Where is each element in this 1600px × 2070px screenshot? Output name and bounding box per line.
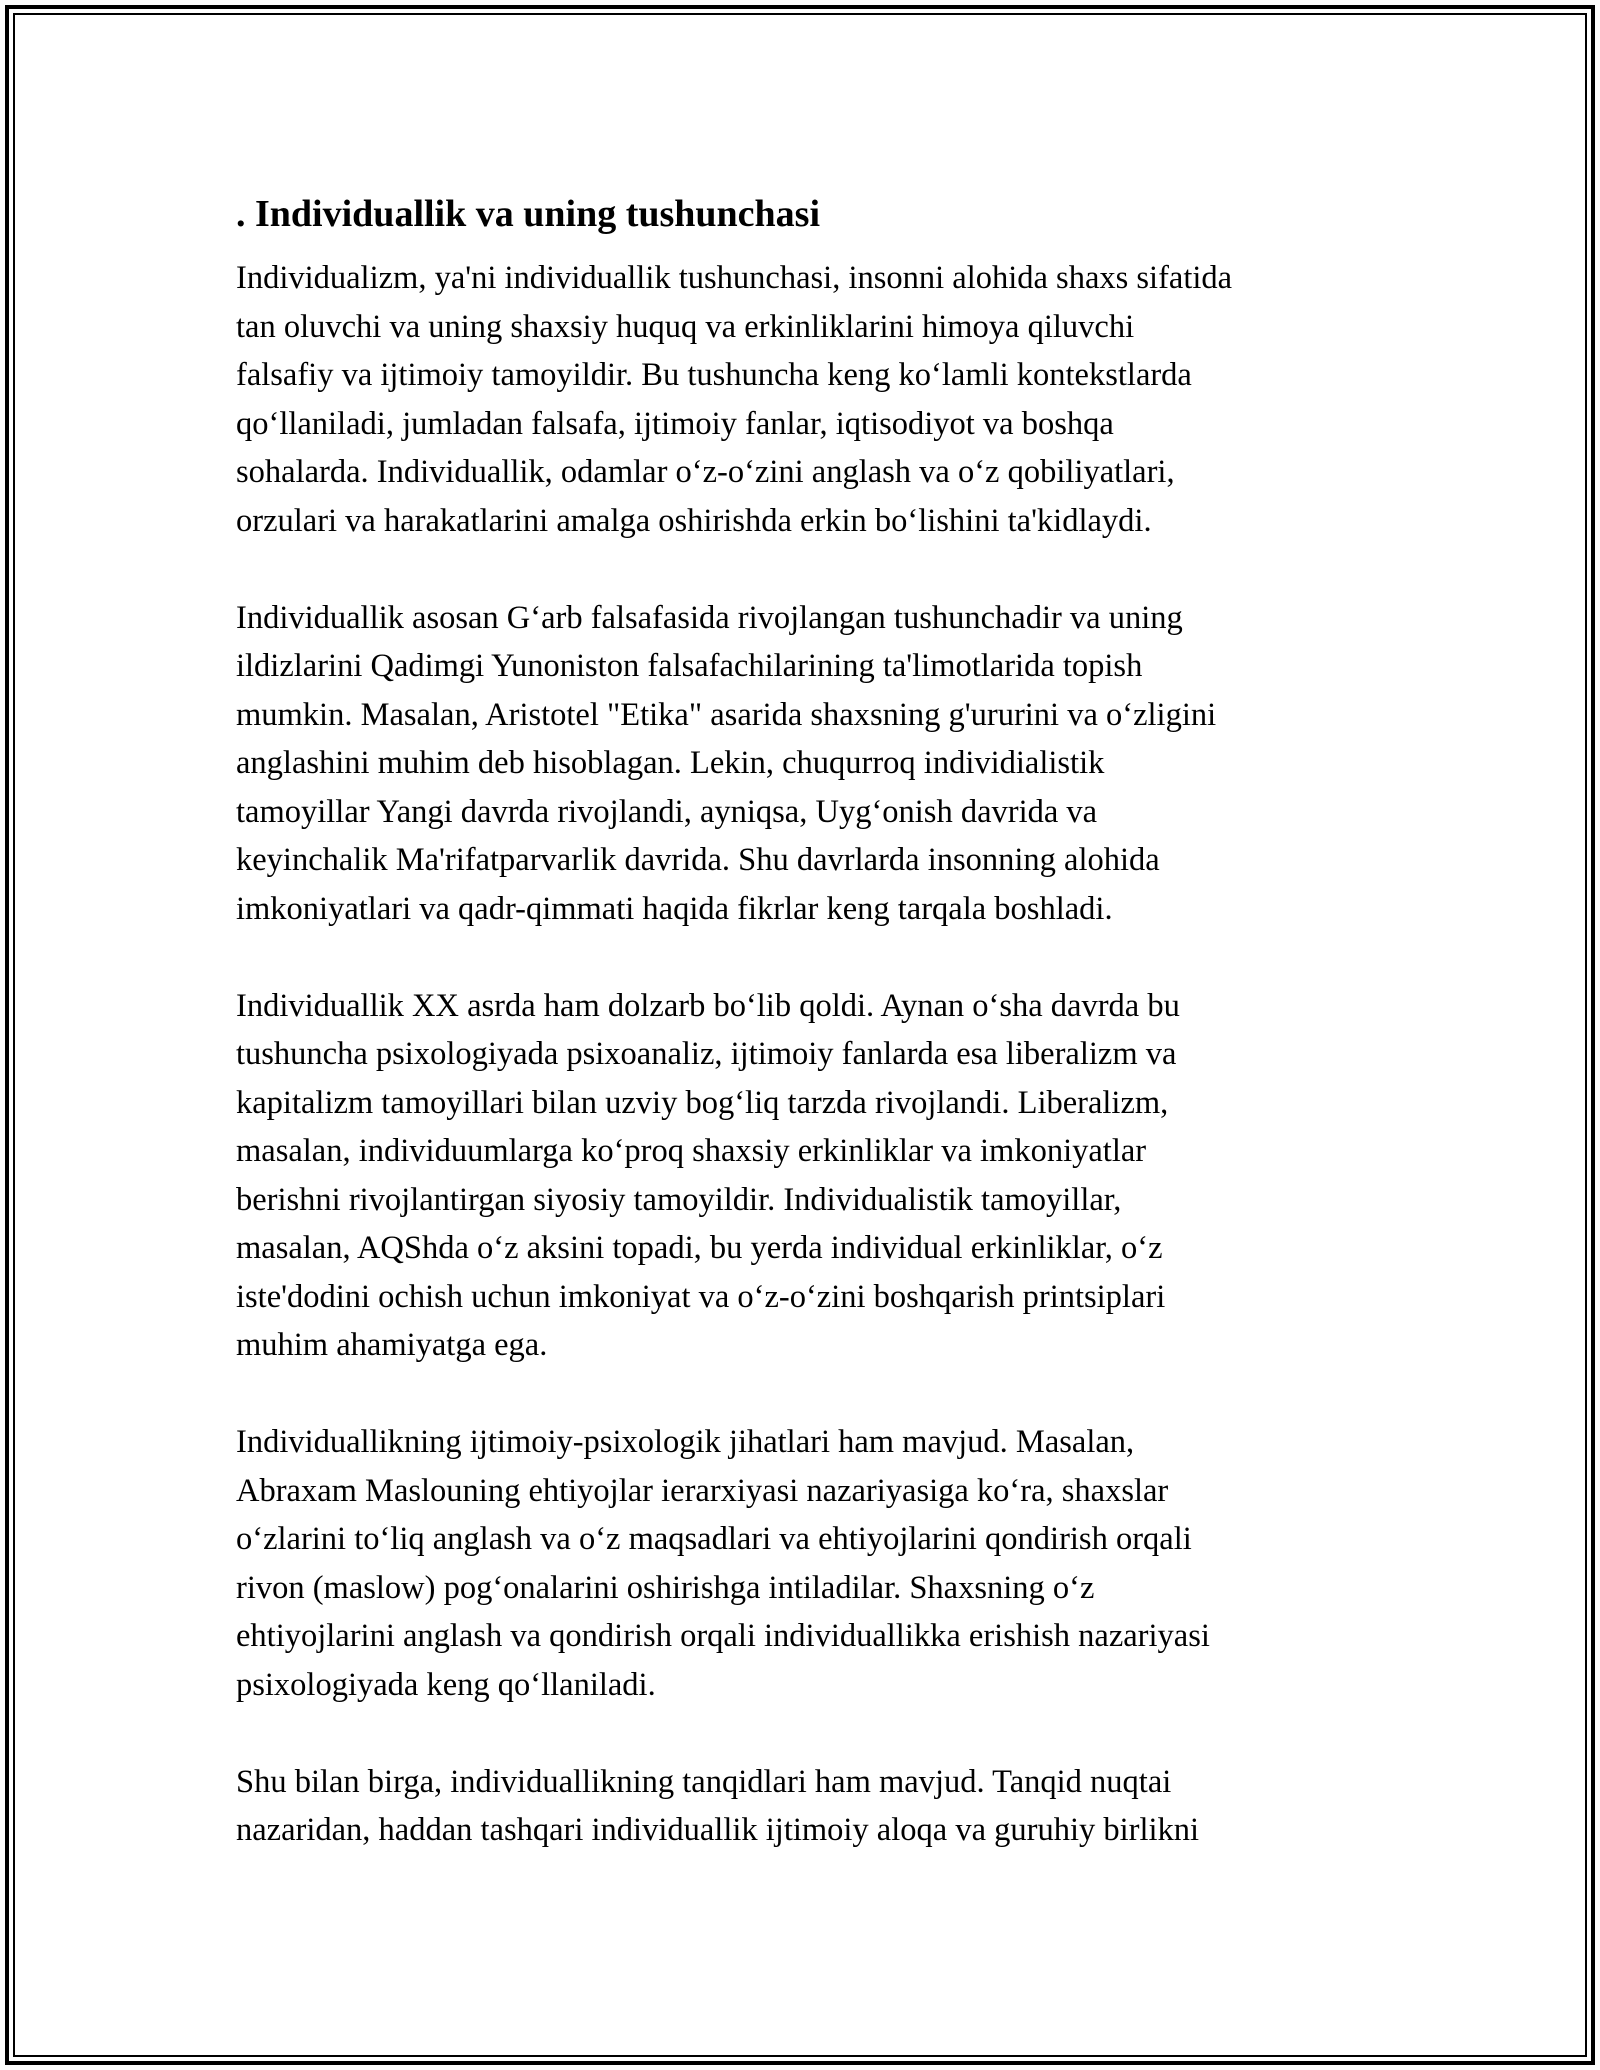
section-heading: . Individuallik va uning tushunchasi (236, 193, 821, 235)
text-line: kapitalizm tamoyillari bilan uzviy bogʻliq tarzda rivojlandi. Liberalizm, (236, 1084, 1169, 1121)
paragraph-3 (236, 982, 1386, 1370)
text-line: Individuallikning ijtimoiy-psixologik jihatlari ham mavjud. Masalan, (236, 1424, 1135, 1460)
text-line: tan oluvchi va uning shaxsiy huquq va erkinliklarini himoya qiluvchi (236, 308, 1135, 345)
paragraph-5 (236, 1758, 1386, 1855)
text-line: falsafiy va ijtimoiy tamoyildir. Bu tushuncha keng koʻlamli kontekstlarda (236, 357, 1192, 393)
text-line: oʻzlarini toʻliq anglash va oʻz maqsadlari va ehtiyojlarini qondirish orqali (236, 1521, 1192, 1557)
text-line: Abraxam Maslouning ehtiyojlar ierarxiyasi nazariyasiga koʻra, shaxslar (236, 1472, 1169, 1509)
text-line: muhim ahamiyatga ega. (236, 1327, 548, 1363)
text-line: qoʻllaniladi, jumladan falsafa, ijtimoiy fanlar, iqtisodiyot va boshqa (236, 405, 1114, 442)
paragraph-2 (236, 594, 1386, 934)
text-line: mumkin. Masalan, Aristotel "Etika" asarida shaxsning g'ururini va oʻzligini (236, 696, 1217, 733)
text-line: Shu bilan birga, individuallikning tanqidlari ham mavjud. Tanqid nuqtai (236, 1763, 1172, 1800)
paragraph-1 (236, 254, 1386, 545)
text-line: orzulari va harakatlarini amalga oshirishda erkin boʻlishini ta'kidlaydi. (236, 502, 1152, 539)
text-line: Individuallik XX asrda ham dolzarb boʻlib qoldi. Aynan oʻsha davrda bu (236, 987, 1180, 1024)
text-line: psixologiyada keng qoʻllaniladi. (236, 1666, 656, 1703)
text-line: rivon (maslow) pogʻonalarini oshirishga intiladilar. Shaxsning oʻz (236, 1569, 1095, 1606)
text-line: sohalarda. Individuallik, odamlar oʻz-oʻzini anglash va oʻz qobiliyatlari, (236, 454, 1175, 490)
text-line: tushuncha psixologiyada psixoanaliz, ijtimoiy fanlarda esa liberalizm va (236, 1036, 1177, 1072)
text-line: tamoyillar Yangi davrda rivojlandi, ayniqsa, Uygʻonish davrida va (236, 793, 1098, 830)
text-line: imkoniyatlari va qadr-qimmati haqida fikrlar keng tarqala boshladi. (236, 890, 1113, 927)
text-line: keyinchalik Ma'rifatparvarlik davrida. Shu davrlarda insonning alohida (236, 842, 1160, 878)
text-line: nazaridan, haddan tashqari individuallik ijtimoiy aloqa va guruhiy birlikni (236, 1812, 1200, 1848)
text-line: masalan, individuumlarga koʻproq shaxsiy erkinliklar va imkoniyatlar (236, 1133, 1147, 1169)
text-line: ildizlarini Qadimgi Yunoniston falsafachilarining ta'limotlarida topish (236, 648, 1143, 684)
text-line: ehtiyojlarini anglash va qondirish orqali individuallikka erishish nazariyasi (236, 1618, 1210, 1654)
document-body (236, 186, 1386, 1903)
text-line: Individualizm, ya'ni individuallik tushunchasi, insonni alohida shaxs sifatida (236, 260, 1233, 296)
text-line: masalan, AQShda oʻz aksini topadi, bu yerda individual erkinliklar, oʻz (236, 1230, 1163, 1266)
text-line: berishni rivojlantirgan siyosiy tamoyildir. Individualistik tamoyillar, (236, 1181, 1122, 1218)
text-line: anglashini muhim deb hisoblagan. Lekin, chuqurroq individialistik (236, 745, 1105, 781)
paragraph-4 (236, 1418, 1386, 1709)
text-line: iste'dodini ochish uchun imkoniyat va oʻz-oʻzini boshqarish printsiplari (236, 1278, 1166, 1315)
text-line: Individuallik asosan Gʻarb falsafasida rivojlangan tushunchadir va uning (236, 599, 1183, 636)
